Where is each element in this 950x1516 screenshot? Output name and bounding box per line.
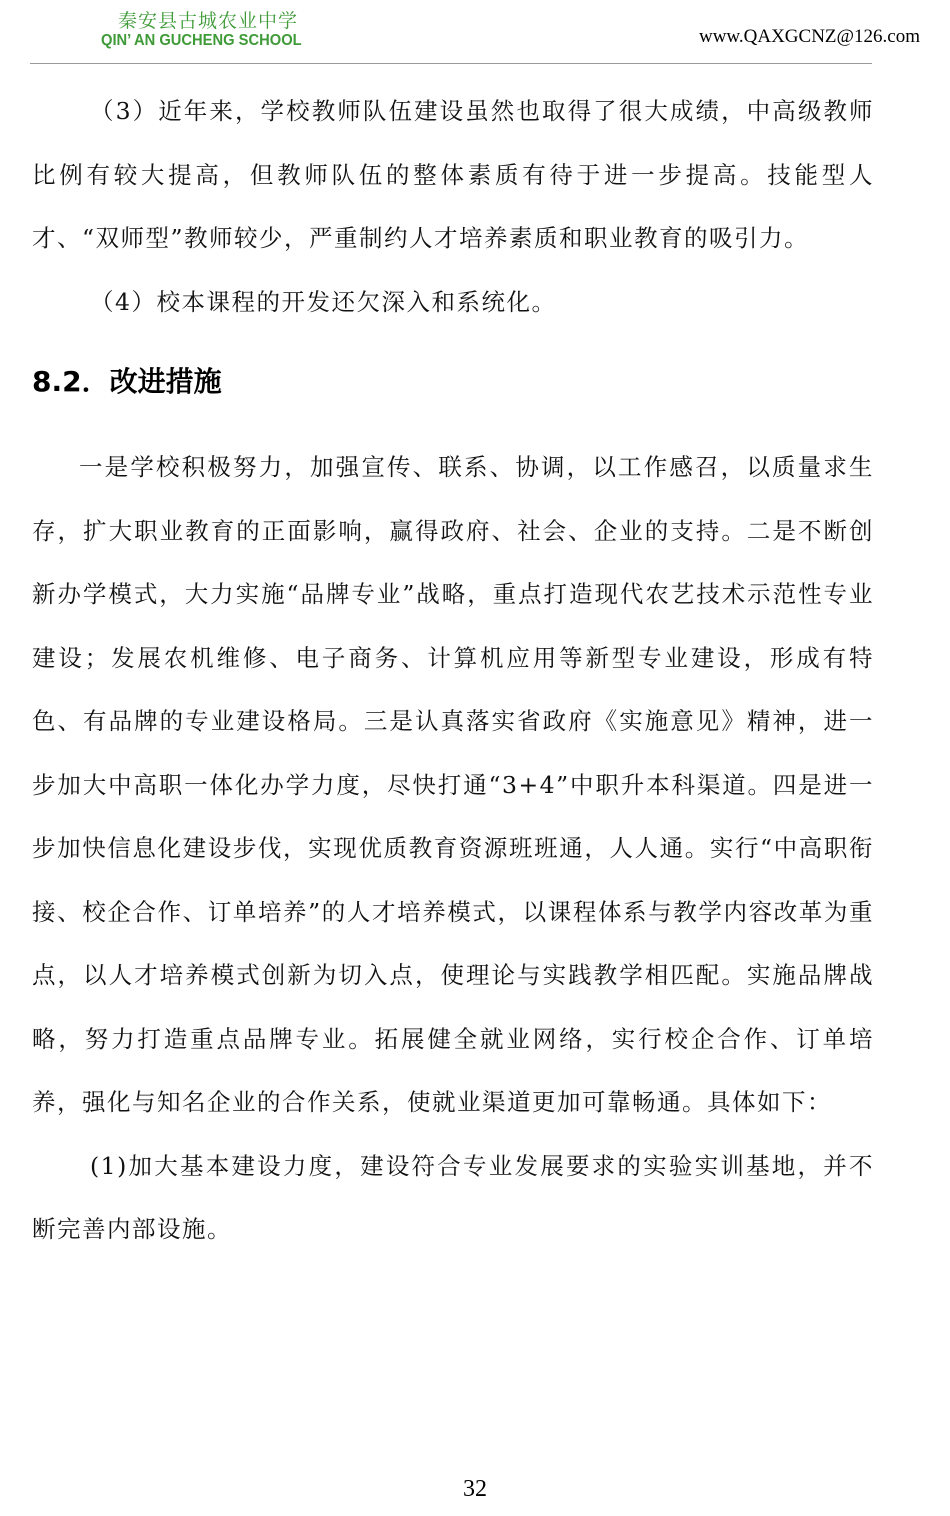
page-header <box>0 0 950 64</box>
paragraph-main: 一是学校积极努力，加强宣传、联系、协调，以工作感召，以质量求生存，扩大职业教育的正面影响，赢得政府、社会、企业的支持。二是不断创新办学模式，大力实施“品牌专业”战略，重点打造现代农艺技术示范性专业建设；发展农机维修、电子商务、计算机应用等新型专业建设，形成有特色、有品牌的专业建设格局。三是认真落实省政府《实施意见》精神，进一步加大中高职一体化办学力度，尽快打通“3+4”中职升本科渠道。四是进一步加快信息化建设步伐，实现优质教育资源班班通，人人通。实行“中高职衔接、校企合作、订单培养”的人才培养模式，以课程体系与教学内容改革为重点，以人才培养模式创新为切入点，使理论与实践教学相匹配。实施品牌战略，努力打造重点品牌专业。拓展健全就业网络，实行校企合作、订单培养，强化与知名企业的合作关系，使就业渠道更加可靠畅通。具体如下： <box>32 453 874 1116</box>
page-content <box>32 80 874 1262</box>
spacer <box>32 426 874 436</box>
school-name-cn: 秦安县古城农业中学 <box>118 10 299 32</box>
header-email: www.QAXGCNZ@126.com <box>698 26 920 47</box>
paragraph-item-3: （3）近年来，学校教师队伍建设虽然也取得了很大成绩，中高级教师比例有较大提高，但教师队伍的整体素质有待于进一步提高。技能型人才、“双师型”教师较少，严重制约人才培养素质和职业教育的吸引力。 <box>32 97 874 252</box>
page-number: 32 <box>463 1476 487 1502</box>
section-heading: 8.2．改进措施 <box>32 365 222 398</box>
paragraph-item-4: （4）校本课程的开发还欠深入和系统化。 <box>90 287 557 316</box>
school-name-en: QIN’ AN GUCHENG SCHOOL <box>101 32 302 49</box>
header-divider <box>30 63 872 64</box>
paragraph-item-1: (1)加大基本建设力度，建设符合专业发展要求的实验实训基地，并不断完善内部设施。 <box>32 1151 874 1243</box>
